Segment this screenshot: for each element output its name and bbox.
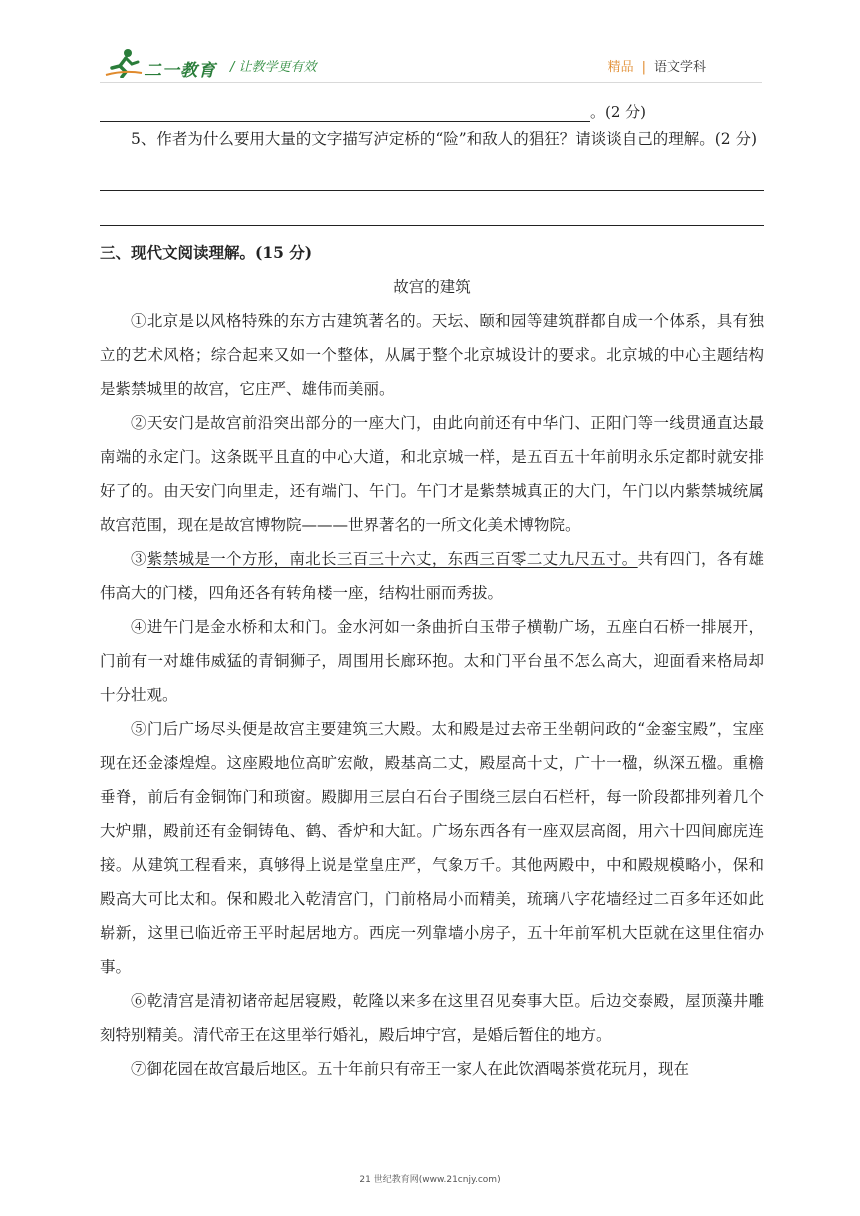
paragraph-3-rest: 共有四门，各有雄伟高大的门楼，四角还各有转角楼一座，结构壮丽而秀拔。: [100, 550, 764, 602]
header-divider: [100, 82, 762, 83]
paragraph-3-underlined: 紫禁城是一个方形，南北长三百三十六丈，东西三百零二丈九尺五寸。: [146, 550, 638, 568]
logo: [100, 48, 220, 82]
page-header: [100, 44, 762, 84]
paragraph-6: ⑥乾清宫是清初诸帝起居寝殿，乾隆以来多在这里召见奏事大臣。后边交泰殿，屋顶藻井雕刻特别精美。清代帝王在这里举行婚礼，殿后坤宁宫，是婚后暂住的地方。: [100, 992, 764, 1044]
q5-answer-line-1: [100, 156, 764, 191]
paragraph-5: ⑤门后广场尽头便是故宫主要建筑三大殿。太和殿是过去帝王坐朝问政的“金銮宝殿”，宝座现在还金漆煌煌。这座殿地位高旷宏敞，殿基高二丈，殿屋高十丈，广十一楹，纵深五楹。重檐垂脊，前后有金铜饰门和琐窗。殿脚用三层白石台子围绕三层白石栏杆，每一阶段都排列着几个大炉鼎，殿前还有金铜铸龟、鹤、香炉和大缸。广场东西各有一座双层高阁，用六十四间廊庑连接。从建筑工程看来，真够得上说是堂皇庄严，气象万千。其他两殿中，中和殿规模略小，保和殿高大可比太和。保和殿北入乾清宫门，门前格局小而精美，琉璃八字花墙经过二百多年还如此崭新，这里已临近帝王平时起居地方。西庑一列靠墙小房子，五十年前军机大臣就在这里住宿办事。: [100, 720, 764, 976]
article-title: 故宫的建筑: [393, 278, 471, 296]
header-right: [608, 56, 706, 75]
document-body: [100, 92, 764, 1086]
page-footer: 21 世纪教育网(www.21cnjy.com): [359, 1175, 501, 1185]
q4-score: 。(2 分): [590, 103, 647, 121]
runner-logo-icon: [104, 48, 144, 78]
header-separator: |: [641, 60, 646, 75]
slogan: / 让教学更有效: [230, 60, 317, 75]
paragraph-7: ⑦御花园在故宫最后地区。五十年前只有帝王一家人在此饮酒喝茶赏花玩月，现在: [131, 1060, 690, 1078]
quality-label: 精品: [607, 60, 634, 75]
question-5: 5、作者为什么要用大量的文字描写泸定桥的“险”和敌人的猖狂？请谈谈自己的理解。(2 分): [131, 130, 758, 148]
paragraph-3: [100, 542, 764, 610]
paragraph-3-number: ③: [131, 550, 147, 568]
subject-label: 语文学科: [653, 60, 706, 75]
logo-text: 二一教育: [144, 61, 216, 81]
q4-blank: [100, 99, 590, 122]
paragraph-4: ④进午门是金水桥和太和门。金水河如一条曲折白玉带子横勒广场，五座白石桥一排展开，门前有一对雄伟威猛的青铜狮子，周围用长廊环抱。太和门平台虽不怎么高大，迎面看来格局却十分壮观。: [100, 618, 764, 704]
q4-answer-line: [100, 92, 764, 122]
paragraph-1: ①北京是以风格特殊的东方古建筑著名的。天坛、颐和园等建筑群都自成一个体系，具有独立的艺术风格；综合起来又如一个整体，从属于整个北京城设计的要求。北京城的中心主题结构是紫禁城里的故宫，它庄严、雄伟而美丽。: [100, 312, 764, 398]
section-3-title: 三、现代文阅读理解。(15 分): [100, 243, 313, 262]
q5-answer-line-2: [100, 191, 764, 226]
paragraph-2: ②天安门是故宫前沿突出部分的一座大门，由此向前还有中华门、正阳门等一线贯通直达最南端的永定门。这条既平且直的中心大道，和北京城一样，是五百五十年前明永乐定都时就安排好了的。由天安门向里走，还有端门、午门。午门才是紫禁城真正的大门，午门以内紫禁城统属故宫范围，现在是故宫博物院———世界著名的一所文化美术博物院。: [100, 414, 764, 534]
